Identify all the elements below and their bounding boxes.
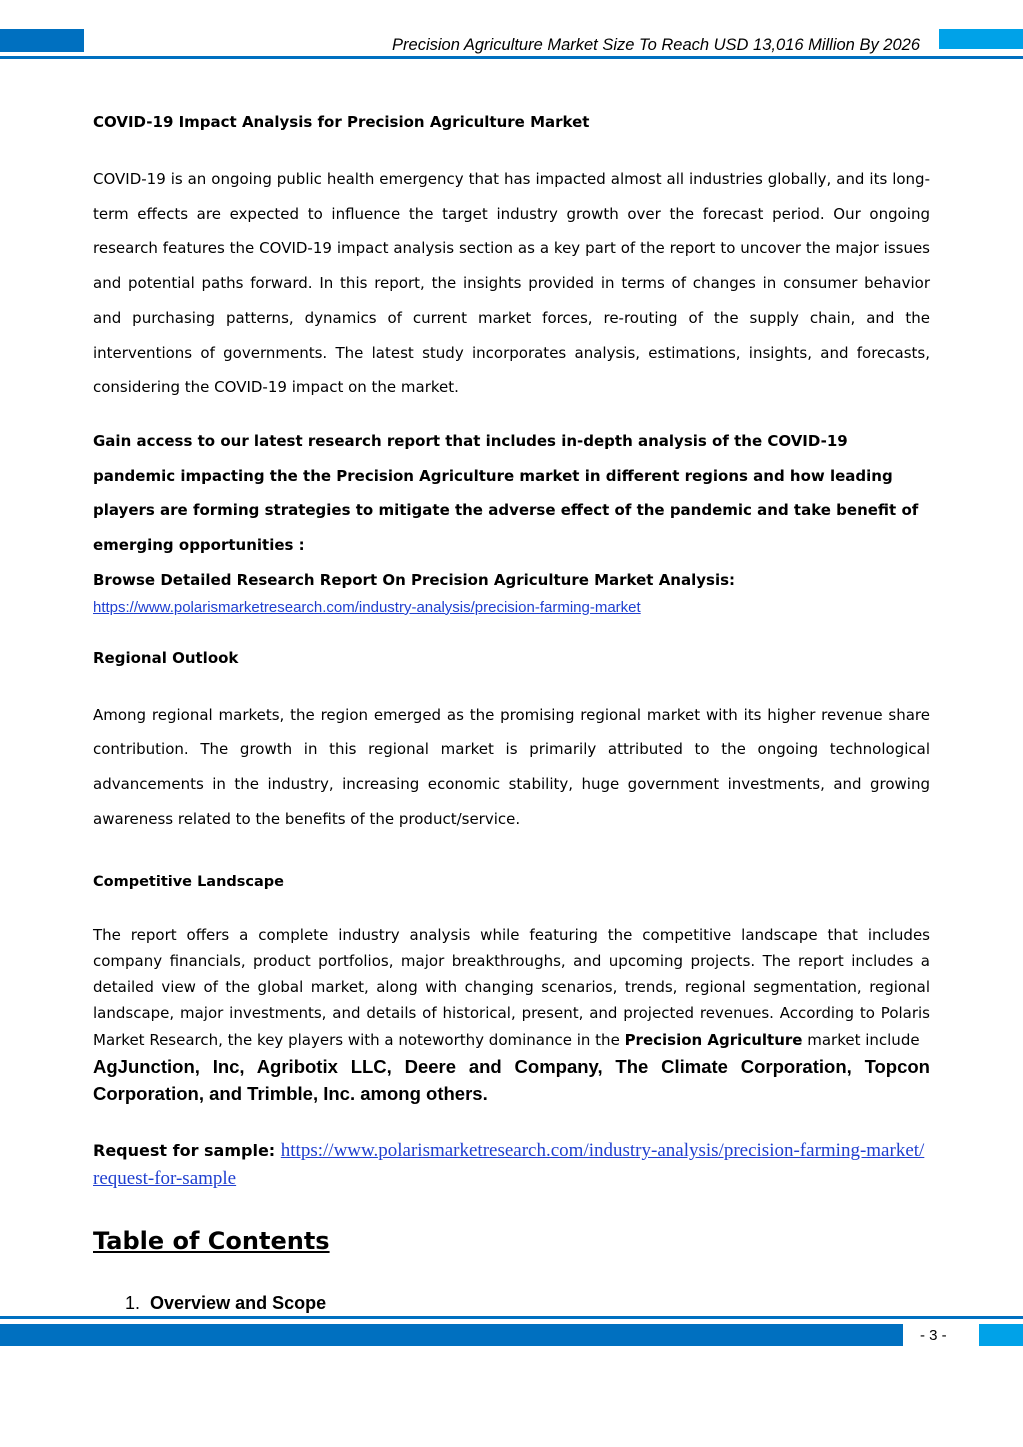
sample-request [93, 1137, 930, 1193]
toc-item-number: 1. [125, 1293, 141, 1314]
competitive-body-after: market include [802, 1030, 920, 1049]
footer-accent-right [979, 1324, 1023, 1346]
toc-item[interactable] [93, 1293, 930, 1314]
header-accent-left [0, 29, 84, 52]
browse-report-label: Browse Detailed Research Report On Precision Agriculture Market Analysis: [93, 570, 736, 589]
toc-title: Table of Contents [93, 1227, 330, 1256]
regional-body: Among regional markets, the region emerged as the promising regional market with its higher revenue share contribution. The growth in this regional market is primarily attributed to the ongoing technological advancements in the industry, increasing economic stability, huge government investments, and growing awareness related to the benefits of the product/service. [93, 705, 930, 828]
toc-item-label: Overview and Scope [150, 1293, 327, 1314]
competitive-body-before: The report offers a complete industry analysis while featuring the competitive landscape that includes company financials, product portfolios, major breakthroughs, and upcoming projects. The report includes a detailed view of the global market, along with changing scenarios, trends, regional segmentation, regional landscape, major investments, and details of historical, present, and projected revenues. According to Polaris Market Research, the key players with a noteworthy dominance in the [93, 925, 930, 1049]
footer-rule [0, 1316, 1023, 1319]
sample-label: Request for sample: [93, 1141, 281, 1161]
page-content [93, 113, 930, 1314]
regional-heading: Regional Outlook [93, 648, 239, 667]
header-title: Precision Agriculture Market Size To Reach USD 13,016 Million By 2026 [392, 36, 920, 54]
page-number: - 3 - [920, 1327, 947, 1344]
key-players: AgJunction, Inc, Agribotix LLC, Deere and Company, The Climate Corporation, Topcon Corporation, and Trimble, Inc. among others. [93, 1056, 930, 1105]
covid-body: COVID-19 is an ongoing public health emergency that has impacted almost all industries globally, and its long-term effects are expected to influence the target industry growth over the forecast period. Our ongoing research features the COVID-19 impact analysis section as a key part of the report to uncover the major issues and potential paths forward. In this report, the insights provided in terms of changes in consumer behavior and purchasing patterns, dynamics of current market forces, re-routing of the supply chain, and the interventions of governments. The latest study incorporates analysis, estimations, insights, and forecasts, considering the COVID-19 impact on the market. [93, 170, 930, 397]
competitive-heading: Competitive Landscape [93, 873, 285, 890]
sample-link[interactable]: https://www.polarismarketresearch.com/industry-analysis/precision-farming-market/request-for-sample [93, 1140, 925, 1190]
footer-bar [0, 1324, 903, 1346]
covid-access-text: Gain access to our latest research report that includes in-depth analysis of the COVID-19 pandemic impacting the the Precision Agriculture market in different regions and how leading players are forming strategies to mitigate the adverse effect of the pandemic and take benefit of emerging opportunities : [93, 431, 919, 555]
product-name-bold: Precision Agriculture [624, 1030, 803, 1049]
header-accent-right [939, 29, 1023, 49]
browse-report-link[interactable]: https://www.polarismarketresearch.com/industry-analysis/precision-farming-market [93, 598, 641, 616]
header-rule [0, 56, 1023, 59]
competitive-body [93, 922, 930, 1053]
covid-heading: COVID-19 Impact Analysis for Precision Agriculture Market [93, 113, 590, 131]
